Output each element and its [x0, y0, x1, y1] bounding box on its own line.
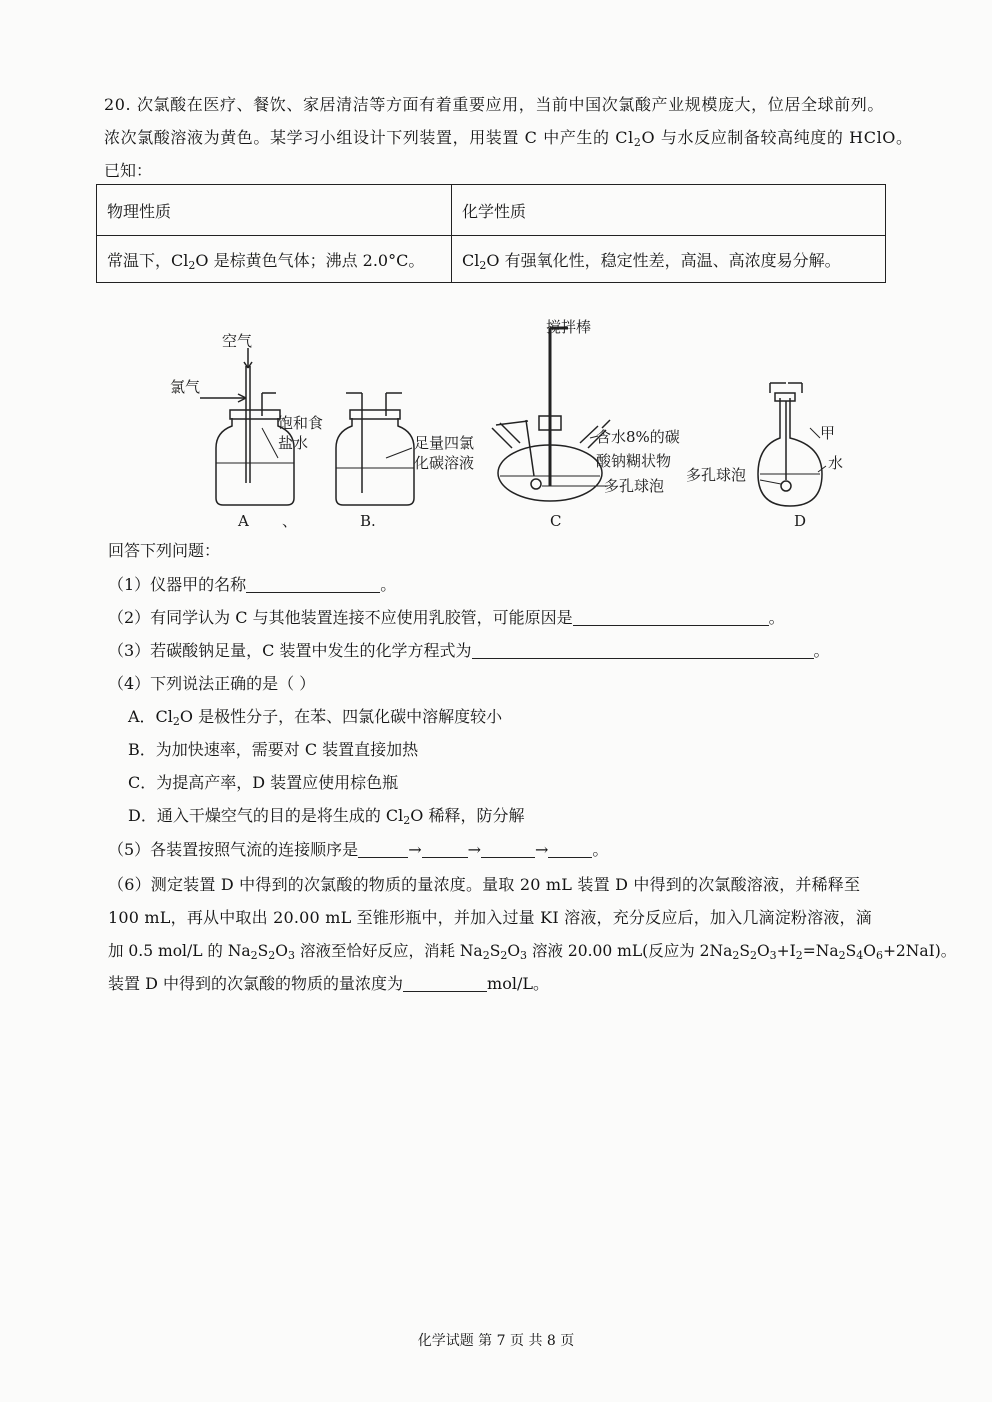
question-intro-line1: [104, 94, 884, 116]
q4-option-a: A．$Cl_2O$ 是极性分子，在苯、四氯化碳中溶解度较小: [128, 707, 503, 728]
q4-option-d: D．通入干燥空气的目的是将生成的 $Cl_2O$ 稀释，防分解: [128, 806, 525, 827]
caption-b: B.: [360, 512, 376, 530]
q6-line2: 100 mL，再从中取出 20.00 mL 至锥形瓶中，并加入过量 KI 溶液，充分反应后，加入几滴淀粉溶液，滴: [108, 908, 872, 927]
apparatus-diagram: [150, 308, 850, 533]
c-solid-label: 含水8%的碳: [596, 428, 680, 446]
header-physical: 物理性质: [97, 185, 452, 236]
cell-chemical: $Cl_2O$ 有强氧化性，稳定性差，高温、高浓度易分解。: [452, 236, 886, 283]
q4: （4）下列说法正确的是（ ）: [108, 674, 316, 693]
q6-line1: （6）测定装置 D 中得到的次氯酸的物质的量浓度。量取 20 mL 装置 D 中得到的次氯酸溶液，并稀释至: [108, 875, 861, 894]
b-liquid-label-2: 化碳溶液: [414, 454, 475, 472]
q5-blank-2[interactable]: [422, 841, 468, 858]
caption-c: C: [550, 512, 562, 530]
cell-physical: 常温下，$Cl_2O$ 是棕黄色气体；沸点 2.0°C。: [97, 236, 452, 283]
q5-blank-4[interactable]: [548, 841, 592, 858]
question-number: 20.: [104, 95, 132, 114]
air-label: 空气: [222, 332, 253, 350]
caption-d: D: [794, 512, 807, 530]
q6-line4: 装置 D 中得到的次氯酸的物质的量浓度为 mol/L。: [108, 974, 549, 993]
stirrer-label: 搅拌棒: [546, 318, 592, 336]
table-header-row: [97, 185, 886, 236]
properties-table: [96, 184, 886, 283]
q1-answer-blank[interactable]: [246, 576, 380, 593]
d-flask-label: 甲: [820, 424, 836, 442]
q1: （1）仪器甲的名称 。: [108, 575, 397, 594]
q5-blank-3[interactable]: [481, 841, 535, 858]
q2-answer-blank[interactable]: [573, 609, 769, 626]
q4-option-b: B．为加快速率，需要对 C 装置直接加热: [128, 740, 419, 759]
b-liquid-label: 足量四氯: [414, 434, 475, 452]
d-water-label: 水: [828, 454, 844, 472]
question-intro-text: 次氯酸在医疗、餐饮、家居清洁等方面有着重要应用，当前中国次氯酸产业规模庞大，位居全球前列。: [136, 95, 884, 114]
q6-answer-blank[interactable]: [403, 975, 487, 992]
known-label: 已知：: [104, 161, 153, 180]
table-row: [97, 236, 886, 283]
apparatus-c: [492, 328, 610, 501]
d-bubbler-label: 多孔球泡: [686, 466, 747, 484]
header-chemical: 化学性质: [452, 185, 886, 236]
page-footer: 化学试题 第 7 页 共 8 页: [417, 1333, 575, 1349]
caption-a: A: [238, 512, 249, 530]
answer-intro: 回答下列问题：: [108, 541, 221, 560]
chlorine-label: 氯气: [170, 378, 201, 396]
c-bubbler-label: 多孔球泡: [604, 477, 665, 495]
q5: （5）各装置按照气流的连接顺序是 → → → 。: [108, 840, 609, 859]
caption-separator: 、: [282, 512, 298, 530]
a-liquid-label: 饱和食: [278, 414, 324, 432]
a-liquid-label-2: 盐水: [278, 434, 309, 452]
q5-blank-1[interactable]: [358, 841, 408, 858]
q4-option-c: C．为提高产率，D 装置应使用棕色瓶: [128, 773, 399, 792]
question-intro-line2: 浓次氯酸溶液为黄色。某学习小组设计下列装置，用装置 C 中产生的 $Cl_2O$ 与水反应制备较高纯度的 HClO。: [104, 128, 913, 149]
apparatus-d: [758, 383, 826, 506]
apparatus-b: [336, 393, 414, 505]
c-solid-label-2: 酸钠糊状物: [596, 452, 672, 470]
q2: （2）有同学认为 C 与其他装置连接不应使用乳胶管，可能原因是 。: [108, 608, 785, 627]
q6-line3: 加 0.5 mol/L 的 $Na_2S_2O_3$ 溶液至恰好反应，消耗 $Na_2S_2O_3$ 溶液 20.00 mL(反应为 $2Na_2S_2O_3+I_2=Na_2S_4O_6+2NaI$)。: [108, 942, 957, 962]
q3-answer-blank[interactable]: [472, 642, 814, 659]
q3: （3）若碳酸钠足量，C 装置中发生的化学方程式为 。: [108, 641, 830, 660]
